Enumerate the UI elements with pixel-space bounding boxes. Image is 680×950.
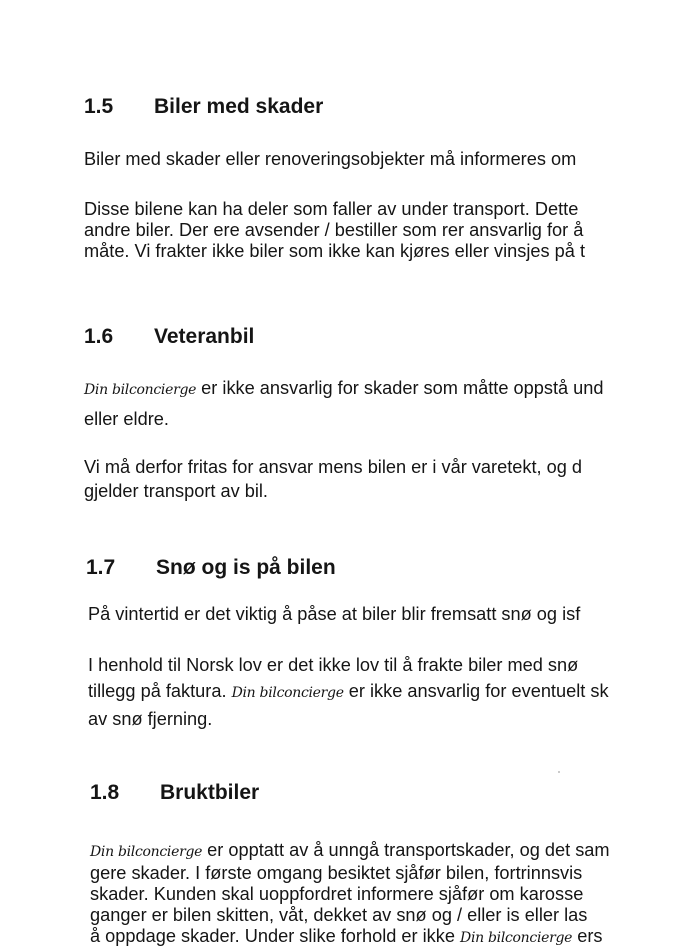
text-run: å oppdage skader. Under slike forhold er ikke (90, 926, 461, 946)
text-line: andre biler. Der ere avsender / bestiller som rer ansvarlig for å (84, 220, 584, 240)
text-line (84, 378, 604, 401)
text-line: ganger er bilen skitten, våt, dekket av snø og / eller is eller las (90, 905, 588, 925)
brand-signature: Din bilconcierge (84, 382, 197, 398)
section-heading-1-7 (86, 556, 336, 580)
text-run: er opptatt av å unngå transportskader, og det sam (202, 840, 610, 860)
section-heading-1-5 (84, 95, 323, 119)
paragraph-1-8-a (90, 840, 610, 949)
paragraph-1-6-b (84, 455, 582, 503)
text-line: eller eldre. (84, 409, 169, 429)
text-line: På vintertid er det viktig å påse at biler blir fremsatt snø og isf (88, 604, 581, 624)
text-run: er ikke ansvarlig for eventuelt sk (343, 681, 609, 701)
section-title: Bruktbiler (160, 781, 260, 804)
brand-signature: Din bilconcierge (460, 930, 573, 946)
section-title: Biler med skader (154, 95, 324, 118)
paragraph-1-5-b (84, 199, 585, 262)
scan-speck (558, 771, 560, 773)
section-heading-1-8 (90, 781, 259, 805)
text-line: I henhold til Norsk lov er det ikke lov til å frakte biler med snø (88, 655, 579, 675)
text-line (88, 678, 609, 706)
brand-signature: Din bilconcierge (90, 844, 203, 860)
text-line: gere skader. I første omgang besiktet sjåfør bilen, fortrinnsvis (90, 863, 583, 883)
section-number: 1.8 (90, 781, 120, 804)
text-line: skader. Kunden skal uoppfordret informere sjåfør om karosse (90, 884, 584, 904)
section-number: 1.6 (84, 325, 114, 348)
brand-signature: Din bilconcierge (231, 685, 344, 701)
text-run: er ikke ansvarlig for skader som måtte oppstå und (196, 378, 604, 398)
text-line (90, 926, 610, 949)
section-title: Snø og is på bilen (156, 556, 336, 579)
paragraph-1-7-a (88, 604, 580, 625)
section-title: Veteranbil (154, 325, 255, 348)
paragraph-1-7-b (88, 652, 609, 732)
section-number: 1.7 (86, 556, 116, 579)
text-line: Vi må derfor fritas for ansvar mens bilen er i vår varetekt, og d (84, 457, 583, 477)
paragraph-1-6-a (84, 378, 604, 430)
text-line (90, 840, 610, 863)
text-line: gjelder transport av bil. (84, 481, 268, 501)
text-line: Biler med skader eller renoveringsobjekter må informeres om (84, 149, 577, 169)
paragraph-1-5-a (84, 149, 576, 170)
text-line: av snø fjerning. (88, 709, 213, 729)
text-run: tillegg på faktura. (88, 681, 232, 701)
text-line: måte. Vi frakter ikke biler som ikke kan kjøres eller vinsjes på t (84, 241, 585, 261)
section-heading-1-6 (84, 325, 254, 349)
text-line: Disse bilene kan ha deler som faller av under transport. Dette (84, 199, 579, 219)
section-number: 1.5 (84, 95, 114, 118)
text-run: ers (572, 926, 603, 946)
